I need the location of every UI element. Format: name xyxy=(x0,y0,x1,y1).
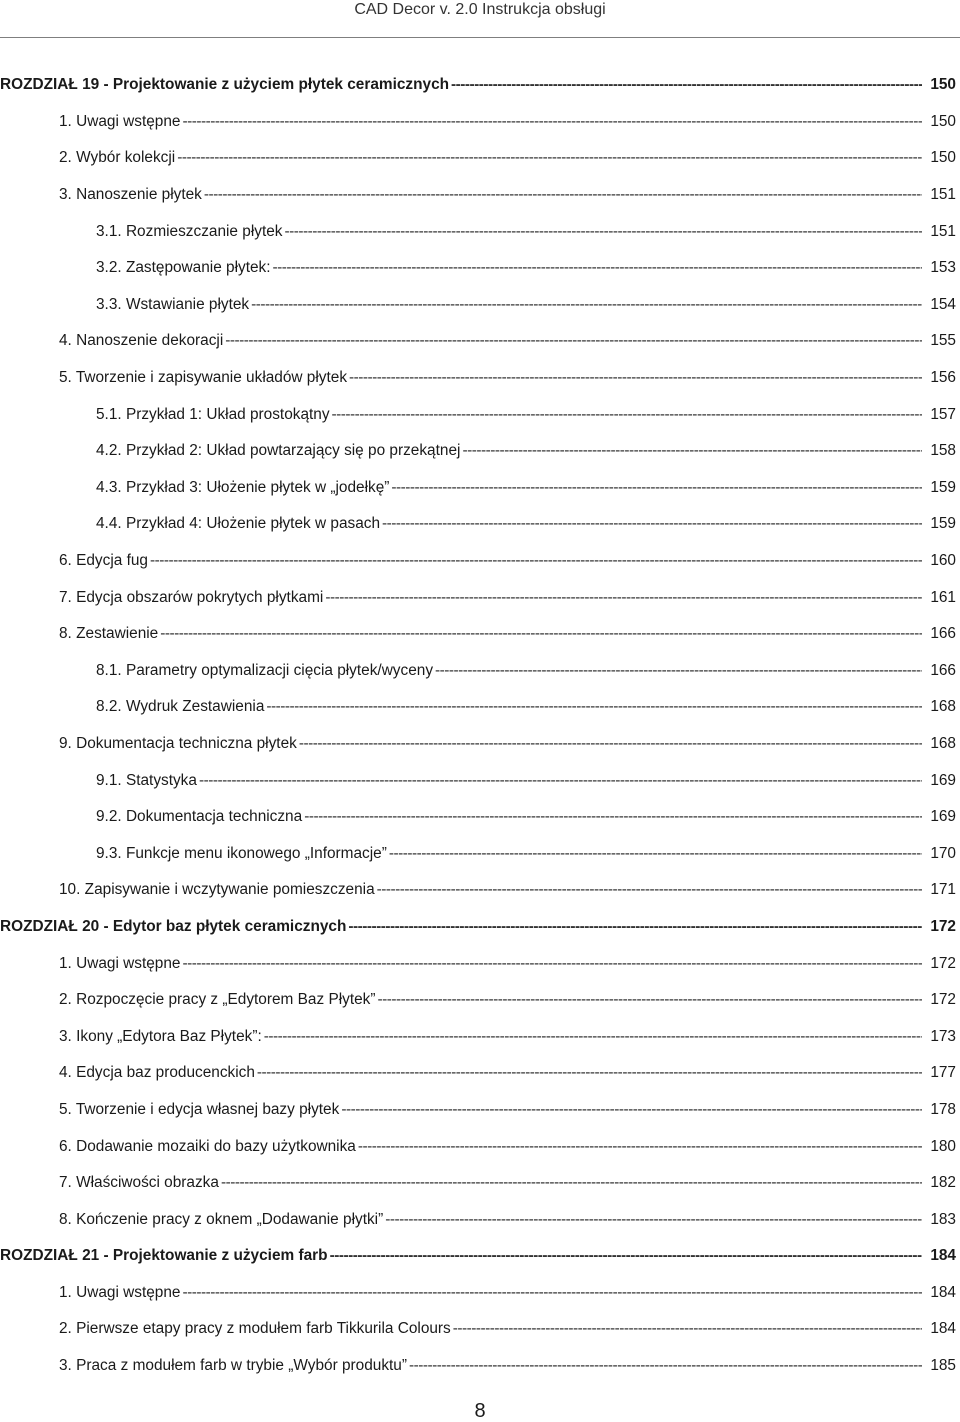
toc-entry-title: 1. Uwagi wstępne xyxy=(59,112,181,130)
toc-entry[interactable] xyxy=(0,396,960,433)
table-of-contents xyxy=(0,67,960,1384)
toc-entry[interactable] xyxy=(0,616,960,653)
toc-page-number: 168 xyxy=(930,698,956,716)
toc-entry[interactable] xyxy=(0,835,960,872)
toc-page-number: 161 xyxy=(930,588,956,606)
toc-entry-title: 2. Rozpoczęcie pracy z „Edytorem Baz Płytek” xyxy=(59,991,376,1009)
document-title: CAD Decor v. 2.0 Instrukcja obsługi xyxy=(354,1,606,18)
toc-dot-leader xyxy=(150,552,922,570)
toc-entry-title: 3.2. Zastępowanie płytek: xyxy=(96,259,271,277)
toc-dot-leader xyxy=(348,918,922,936)
toc-entry-title: 4.4. Przykład 4: Ułożenie płytek w pasach xyxy=(96,515,381,533)
toc-entry-title: 8.2. Wydruk Zestawienia xyxy=(96,698,265,716)
toc-entry-title: ROZDZIAŁ 20 - Edytor baz płytek ceramicznych xyxy=(0,917,347,935)
toc-entry-title: ROZDZIAŁ 21 - Projektowanie z użyciem farb xyxy=(0,1247,328,1265)
toc-dot-leader xyxy=(225,332,922,350)
toc-entry-title: 8. Zestawienie xyxy=(59,625,159,643)
toc-entry-title: 9.1. Statystyka xyxy=(96,771,197,789)
toc-entry-title: 2. Wybór kolekcji xyxy=(59,149,176,167)
toc-entry[interactable] xyxy=(0,1018,960,1055)
toc-entry[interactable] xyxy=(0,799,960,836)
toc-entry-title: 8.1. Parametry optymalizacji cięcia płytek/wyceny xyxy=(96,661,434,679)
toc-page-number: 184 xyxy=(930,1247,956,1265)
toc-page-number: 185 xyxy=(930,1357,956,1375)
toc-entry-title: 5. Tworzenie i zapisywanie układów płytek xyxy=(59,369,348,387)
toc-dot-leader xyxy=(391,479,922,497)
toc-page-number: 156 xyxy=(930,369,956,387)
toc-dot-leader xyxy=(182,955,922,973)
toc-entry-title: 3. Nanoszenie płytek xyxy=(59,186,202,204)
toc-page-number: 173 xyxy=(930,1027,956,1045)
toc-page-number: 180 xyxy=(930,1137,956,1155)
toc-page-number: 182 xyxy=(930,1174,956,1192)
toc-page-number: 153 xyxy=(930,259,956,277)
toc-page-number: 169 xyxy=(930,771,956,789)
toc-page-number: 178 xyxy=(930,1100,956,1118)
toc-entry-title: 1. Uwagi wstępne xyxy=(59,1283,181,1301)
toc-page-number: 159 xyxy=(930,515,956,533)
toc-dot-leader xyxy=(451,76,922,94)
toc-page-number: 172 xyxy=(930,991,956,1009)
toc-dot-leader xyxy=(341,1101,922,1119)
toc-dot-leader xyxy=(204,186,922,204)
toc-dot-leader xyxy=(160,625,922,643)
toc-dot-leader xyxy=(182,1284,922,1302)
toc-page-number: 183 xyxy=(930,1210,956,1228)
toc-entry[interactable] xyxy=(0,1201,960,1238)
toc-entry[interactable] xyxy=(0,1092,960,1129)
toc-page-number: 184 xyxy=(930,1283,956,1301)
toc-chapter-entry[interactable] xyxy=(0,1238,960,1275)
toc-entry-title: 4.2. Przykład 2: Układ powtarzający się po przekątnej xyxy=(96,442,461,460)
toc-chapter-entry[interactable] xyxy=(0,67,960,104)
toc-entry-title: 5.1. Przykład 1: Układ prostokątny xyxy=(96,405,330,423)
toc-dot-leader xyxy=(177,149,922,167)
toc-entry-title: 9.2. Dokumentacja techniczna xyxy=(96,808,303,826)
toc-dot-leader xyxy=(349,369,922,387)
toc-entry-title: 6. Edycja fug xyxy=(59,552,148,570)
toc-dot-leader xyxy=(251,296,922,314)
toc-entry[interactable] xyxy=(0,1128,960,1165)
toc-page-number: 172 xyxy=(930,917,956,935)
toc-entry-title: 1. Uwagi wstępne xyxy=(59,954,181,972)
toc-entry-title: 3.3. Wstawianie płytek xyxy=(96,295,250,313)
toc-entry[interactable] xyxy=(0,433,960,470)
toc-page-number: 166 xyxy=(930,625,956,643)
toc-entry[interactable] xyxy=(0,250,960,287)
toc-entry[interactable] xyxy=(0,982,960,1019)
toc-page-number: 177 xyxy=(930,1064,956,1082)
toc-dot-leader xyxy=(358,1138,922,1156)
toc-entry[interactable] xyxy=(0,506,960,543)
toc-dot-leader xyxy=(377,881,922,899)
toc-page-number: 150 xyxy=(930,112,956,130)
toc-page-number: 171 xyxy=(930,881,956,899)
toc-entry[interactable] xyxy=(0,726,960,763)
toc-entry[interactable] xyxy=(0,104,960,141)
toc-entry-title: 8. Kończenie pracy z oknem „Dodawanie płytki” xyxy=(59,1210,384,1228)
toc-entry[interactable] xyxy=(0,213,960,250)
toc-dot-leader xyxy=(299,735,922,753)
toc-dot-leader xyxy=(264,1028,922,1046)
toc-page-number: 150 xyxy=(930,149,956,167)
toc-entry[interactable] xyxy=(0,470,960,507)
toc-entry[interactable] xyxy=(0,1055,960,1092)
toc-page-number: 169 xyxy=(930,808,956,826)
toc-dot-leader xyxy=(266,698,922,716)
toc-entry-title: 7. Edycja obszarów pokrytych płytkami xyxy=(59,588,324,606)
toc-dot-leader xyxy=(273,259,922,277)
toc-page-number: 172 xyxy=(930,954,956,972)
toc-entry[interactable] xyxy=(0,579,960,616)
toc-page-number: 168 xyxy=(930,734,956,752)
toc-entry-title: ROZDZIAŁ 19 - Projektowanie z użyciem płytek ceramicznych xyxy=(0,76,450,94)
toc-dot-leader xyxy=(385,1211,922,1229)
page-number: 8 xyxy=(474,1400,486,1422)
toc-entry-title: 10. Zapisywanie i wczytywanie pomieszczenia xyxy=(59,881,375,899)
toc-page-number: 151 xyxy=(930,186,956,204)
header-divider xyxy=(0,37,960,38)
toc-page-number: 159 xyxy=(930,478,956,496)
toc-entry[interactable] xyxy=(0,543,960,580)
toc-dot-leader xyxy=(304,808,922,826)
toc-page-number: 160 xyxy=(930,552,956,570)
toc-dot-leader xyxy=(409,1357,922,1375)
toc-entry[interactable] xyxy=(0,1275,960,1312)
toc-entry-title: 6. Dodawanie mozaiki do bazy użytkownika xyxy=(59,1137,356,1155)
toc-dot-leader xyxy=(257,1064,922,1082)
toc-chapter-entry[interactable] xyxy=(0,909,960,946)
toc-page-number: 157 xyxy=(930,405,956,423)
toc-entry-title: 7. Właściwości obrazka xyxy=(59,1174,219,1192)
toc-entry[interactable] xyxy=(0,762,960,799)
toc-dot-leader xyxy=(284,223,922,241)
toc-entry-title: 4. Edycja baz producenckich xyxy=(59,1064,255,1082)
toc-page-number: 154 xyxy=(930,295,956,313)
toc-entry-title: 3. Ikony „Edytora Baz Płytek”: xyxy=(59,1027,262,1045)
toc-entry-title: 9. Dokumentacja techniczna płytek xyxy=(59,734,297,752)
toc-entry[interactable] xyxy=(0,177,960,214)
toc-dot-leader xyxy=(199,772,922,790)
toc-entry[interactable] xyxy=(0,360,960,397)
toc-dot-leader xyxy=(462,442,922,460)
toc-entry[interactable] xyxy=(0,323,960,360)
toc-entry-title: 2. Pierwsze etapy pracy z modułem farb Tikkurila Colours xyxy=(59,1320,451,1338)
toc-entry-title: 9.3. Funkcje menu ikonowego „Informacje” xyxy=(96,844,387,862)
toc-dot-leader xyxy=(389,845,922,863)
toc-entry[interactable] xyxy=(0,140,960,177)
toc-dot-leader xyxy=(221,1174,922,1192)
toc-entry[interactable] xyxy=(0,653,960,690)
toc-page-number: 184 xyxy=(930,1320,956,1338)
toc-page-number: 166 xyxy=(930,661,956,679)
page-header xyxy=(0,0,960,22)
toc-page-number: 151 xyxy=(930,222,956,240)
toc-dot-leader xyxy=(377,991,922,1009)
toc-entry[interactable] xyxy=(0,689,960,726)
toc-entry[interactable] xyxy=(0,1311,960,1348)
toc-entry[interactable] xyxy=(0,1348,960,1385)
toc-dot-leader xyxy=(325,589,922,607)
toc-entry[interactable] xyxy=(0,287,960,324)
toc-entry[interactable] xyxy=(0,945,960,982)
toc-entry-title: 4.3. Przykład 3: Ułożenie płytek w „jodełkę” xyxy=(96,478,390,496)
toc-dot-leader xyxy=(330,1247,922,1265)
toc-page-number: 158 xyxy=(930,442,956,460)
toc-entry[interactable] xyxy=(0,1165,960,1202)
toc-dot-leader xyxy=(435,662,922,680)
toc-dot-leader xyxy=(332,406,922,424)
toc-dot-leader xyxy=(382,515,922,533)
toc-page-number: 150 xyxy=(930,76,956,94)
toc-page-number: 170 xyxy=(930,844,956,862)
toc-dot-leader xyxy=(182,113,922,131)
toc-dot-leader xyxy=(453,1320,922,1338)
toc-entry[interactable] xyxy=(0,872,960,909)
toc-entry-title: 3.1. Rozmieszczanie płytek xyxy=(96,222,283,240)
toc-entry-title: 4. Nanoszenie dekoracji xyxy=(59,332,224,350)
toc-entry-title: 5. Tworzenie i edycja własnej bazy płytek xyxy=(59,1100,340,1118)
toc-entry-title: 3. Praca z modułem farb w trybie „Wybór produktu” xyxy=(59,1357,407,1375)
toc-page-number: 155 xyxy=(930,332,956,350)
